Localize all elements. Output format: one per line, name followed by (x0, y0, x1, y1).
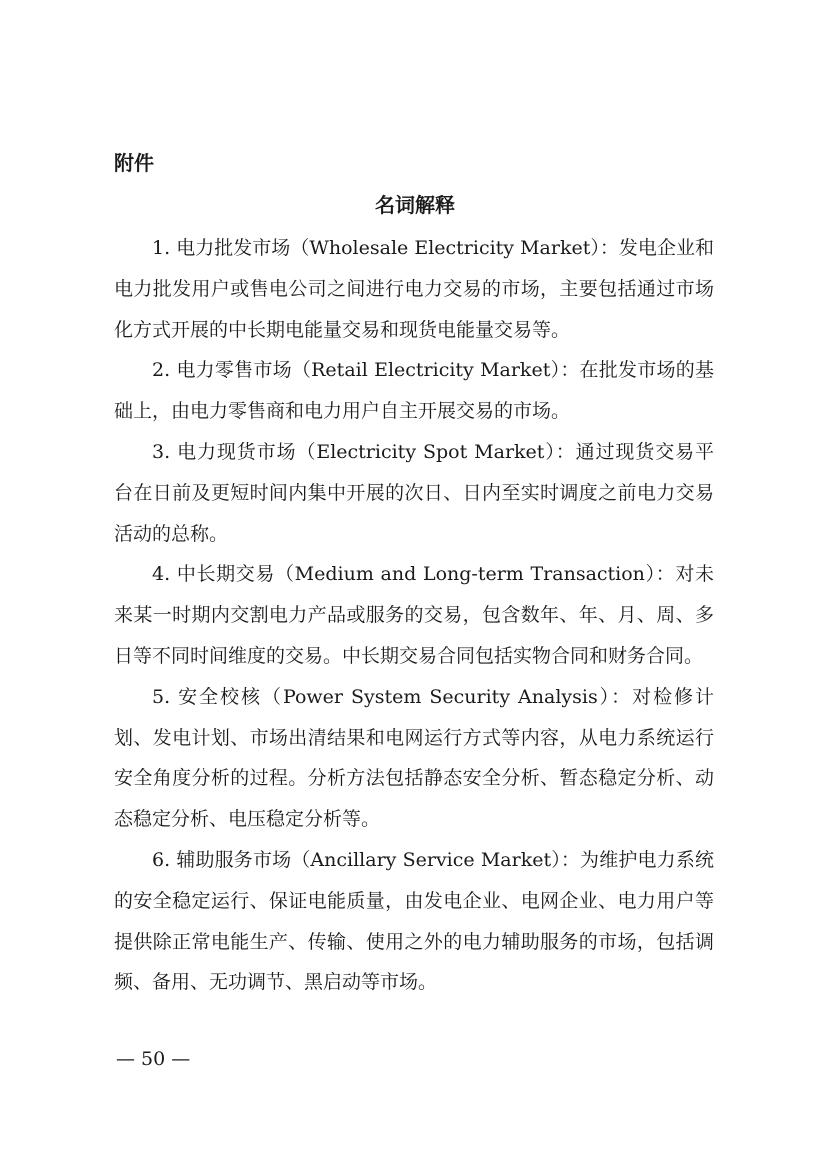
term-item (114, 554, 714, 676)
term-item (114, 677, 714, 840)
term-text: 辅助服务市场（Ancillary Service Market）：为维护电力系统的安全稳定运行、保证电能质量，由发电企业、电网企业、电力用户等提供除正常电能生产、传输、使用之外的电力辅助服务的市场，包括调频、备用、无功调节、黑启动等市场。 (114, 848, 714, 994)
term-number: 3. (152, 440, 171, 463)
term-number: 1. (152, 237, 171, 259)
term-number: 2. (152, 359, 171, 382)
page-number: — 50 — (116, 1048, 191, 1070)
term-text: 中长期交易（Medium and Long-term Transaction）：对未来某一时期内交割电力产品或服务的交易，包含数年、年、月、周、多日等不同时间维度的交易。中长期交易合同包括实物合同和财务合同。 (114, 563, 714, 667)
term-text: 电力现货市场（Electricity Spot Market）：通过现货交易平台在日前及更短时间内集中开展的次日、日内至实时调度之前电力交易活动的总称。 (114, 440, 714, 545)
term-item (114, 840, 714, 1003)
term-text: 安全校核（Power System Security Analysis）：对检修计划、发电计划、市场出清结果和电网运行方式等内容，从电力系统运行安全角度分析的过程。分析方法包括静态安全分析、暂态稳定分析、动态稳定分析、电压稳定分析等。 (114, 685, 714, 831)
term-number: 4. (152, 563, 171, 586)
term-list (114, 228, 714, 1003)
term-number: 6. (152, 848, 171, 871)
term-item (114, 228, 714, 350)
term-text: 电力批发市场（Wholesale Electricity Market）：发电企业和电力批发用户或售电公司之间进行电力交易的市场，主要包括通过市场化方式开展的中长期电能量交易和现货电能量交易等。 (114, 237, 714, 341)
term-item (114, 432, 714, 554)
term-item (114, 350, 714, 432)
term-number: 5. (152, 685, 171, 708)
attachment-label: 附件 (114, 151, 154, 175)
term-text: 电力零售市场（Retail Electricity Market）：在批发市场的基础上，由电力零售商和电力用户自主开展交易的市场。 (114, 359, 715, 423)
page-title: 名词解释 (375, 193, 455, 217)
